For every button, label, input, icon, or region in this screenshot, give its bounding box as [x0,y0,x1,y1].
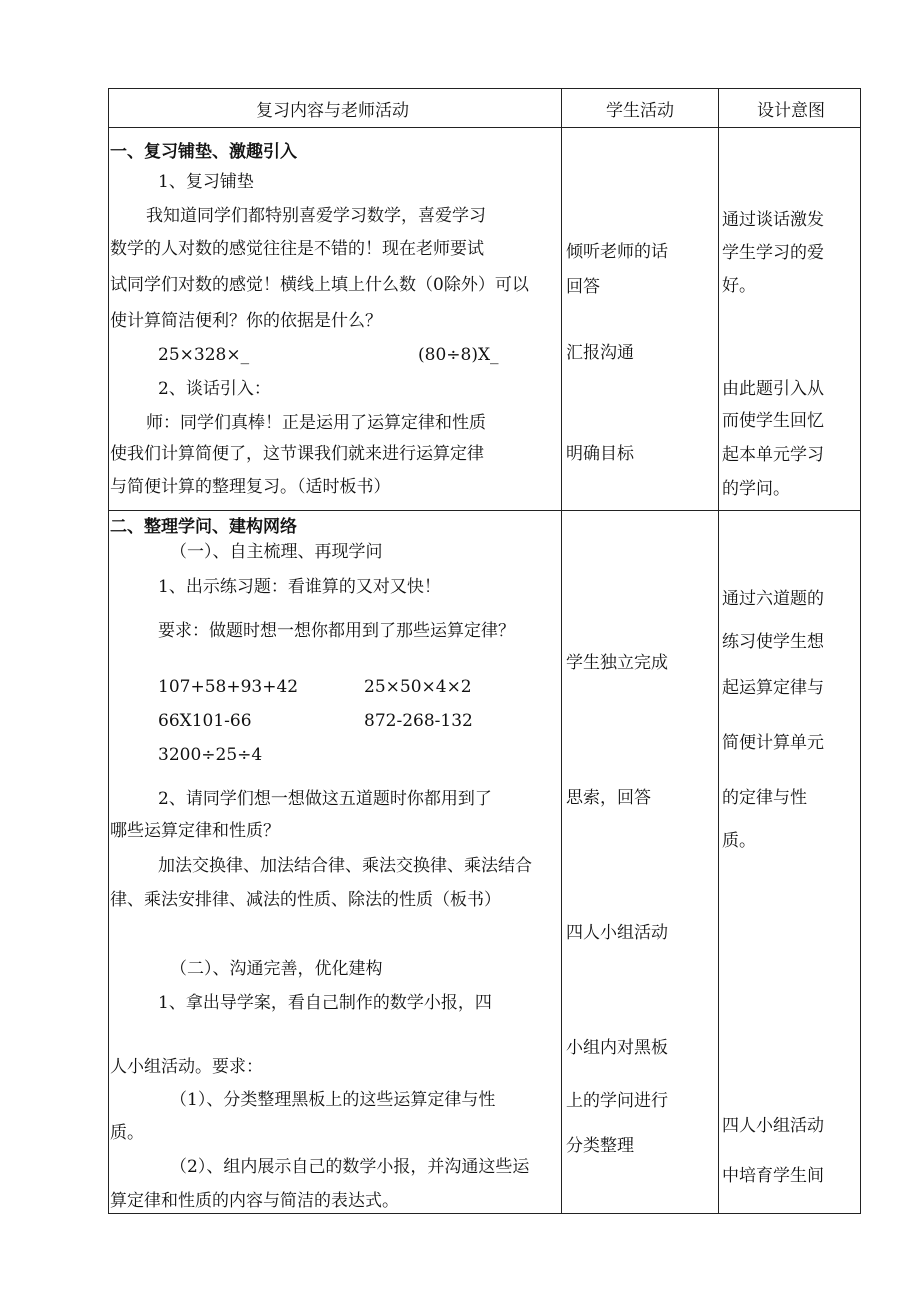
section2-student-5: 上的学问进行 [566,1091,668,1111]
section2-laws-line1: 加法交换律、加法结合律、乘法交换律、乘法结合 [158,856,532,876]
section2-requirement1-line2: 质。 [110,1123,144,1143]
section2-question2-line1: 2、请同学们想一想做这五道题时你都用到了 [158,789,492,809]
section1-intent-3: 好。 [722,276,756,296]
section2-student-4: 小组内对黑板 [566,1038,668,1058]
section1-para1-line2: 数学的人对数的感觉往往是不错的！现在老师要试 [110,239,484,259]
section2-title: 二、整理学问、建构网络 [110,517,297,537]
section2-exercise-requirement: 要求：做题时想一想你都用到了那些运算定律？ [158,621,515,641]
section1-intent-2: 学生学习的爱 [722,243,824,263]
section2-exercise-title: 1、出示练习题：看谁算的又对又快！ [158,577,441,597]
exercise-1: 107+58+93+42 [158,677,299,697]
section2-student-6: 分类整理 [566,1136,634,1156]
section2-student-2: 思索，回答 [566,788,651,808]
section2-student-1: 学生独立完成 [566,653,668,673]
section2-laws-line2: 律、乘法安排律、减法的性质、除法的性质（板书） [110,890,501,910]
section2-activity-line2: 人小组活动。要求： [110,1057,263,1077]
section1-para1-line1: 我知道同学们都特别喜爱学习数学，喜爱学习 [146,206,486,226]
exercise-2: 25×50×4×2 [364,677,472,697]
section2-part2: （二）、沟通完善，优化建构 [170,959,383,979]
section1-intent-1: 通过谈话激发 [722,210,824,230]
section1-intent-6: 起本单元学习 [722,445,824,465]
section2-intent-7: 四人小组活动 [722,1116,824,1136]
section2-activity-line1: 1、拿出导学案，看自己制作的数学小报，四 [158,993,492,1013]
section2-intent-8: 中培育学生间 [722,1166,824,1186]
section2-intent-6: 质。 [722,831,756,851]
exercise-5: 3200÷25÷4 [158,745,263,765]
section1-student-3: 汇报沟通 [566,343,634,363]
section2-student-3: 四人小组活动 [566,923,668,943]
header-student-activity: 学生活动 [606,101,674,121]
column-divider-1 [561,88,562,1214]
section1-para2-line1: 师：同学们真棒！正是运用了运算定律和性质 [146,413,486,433]
section2-intent-4: 简便计算单元 [722,733,824,753]
section1-para1-line4: 使计算简洁便利？你的依据是什么？ [110,311,382,331]
section2-intent-1: 通过六道题的 [722,589,824,609]
section2-intent-3: 起运算定律与 [722,678,824,698]
section2-requirement1-line1: （1）、分类整理黑板上的这些运算定律与性 [170,1090,496,1110]
section1-sub2: 2、谈话引入： [158,379,271,399]
section1-para2-line2: 使我们计算简便了，这节课我们就来进行运算定律 [110,444,484,464]
section2-intent-2: 练习使学生想 [722,632,824,652]
exercise-3: 66X101-66 [158,711,252,731]
section1-student-2: 回答 [566,277,600,297]
section1-title: 一、复习铺垫、激趣引入 [110,142,297,162]
section1-expr-left: 25×328×_ [158,345,250,365]
section2-requirement2-line1: （2）、组内展示自己的数学小报，并沟通这些运 [170,1157,530,1177]
section1-student-1: 倾听老师的话 [566,242,668,262]
header-design-intent: 设计意图 [757,101,825,121]
section2-question2-line2: 哪些运算定律和性质？ [110,821,280,841]
header-teacher-activity: 复习内容与老师活动 [256,101,409,121]
section1-expr-right: (80÷8)X_ [418,345,499,365]
section1-intent-4: 由此题引入从 [722,379,824,399]
section1-intent-7: 的学问。 [722,479,790,499]
section1-intent-5: 而使学生回忆 [722,411,824,431]
exercise-4: 872-268-132 [364,711,473,731]
section2-intent-5: 的定律与性 [722,788,807,808]
section2-part1: （一）、自主梳理、再现学问 [170,542,383,562]
column-divider-2 [718,88,719,1214]
section1-para2-line3: 与简便计算的整理复习。（适时板书） [110,477,391,497]
header-row-divider [108,127,861,128]
section1-sub1: 1、复习铺垫 [158,172,254,192]
section1-student-4: 明确目标 [566,444,634,464]
section1-para1-line3: 试同学们对数的感觉！横线上填上什么数（0除外）可以 [110,275,529,295]
section2-requirement2-line2: 算定律和性质的内容与简洁的表达式。 [110,1191,399,1211]
section-row-divider [108,510,861,511]
